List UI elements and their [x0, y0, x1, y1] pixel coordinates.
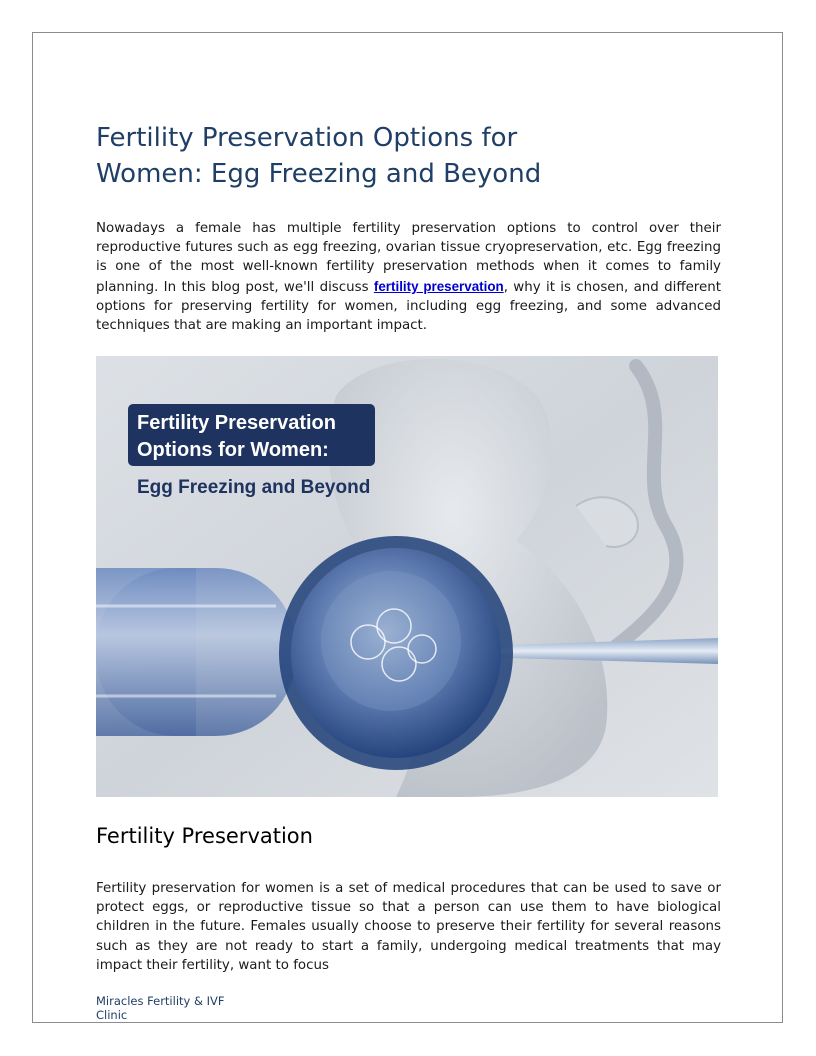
fertility-preservation-link[interactable]: fertility preservation — [373, 278, 504, 294]
title-line-1: Fertility Preservation Options for — [96, 123, 518, 153]
intro-text-end: , why it is chosen, and different options for preserving fertility for women, including egg freezing, and some advanced techniques that are making an important impact. — [96, 279, 721, 334]
egg-cell — [279, 536, 513, 770]
section-paragraph: Fertility preservation for women is a set of medical procedures that can be used to save or protect eggs, or reproductive tissue so that a person can use them to have biological children in the future. Females usually choose to preserve their fertility for several reasons such as they are not ready to start a family, undergoing medical treatments that may impact their fertility, want to focus — [96, 881, 721, 973]
footer — [96, 994, 266, 1022]
holding-pipette — [96, 568, 296, 736]
title-banner — [128, 404, 375, 498]
intro-text-start: Nowadays a female has multiple fertility preservation options to control over their reproductive futures such as egg freezing, ovarian tissue cryopreservation, etc. Egg freezing is one of the most well-known fertility preservation methods when it comes to family planning. In this blog post, we'll discuss — [96, 221, 721, 295]
banner-line-1: Fertility Preservation — [137, 412, 336, 434]
title-line-2: Women: Egg Freezing and Beyond — [96, 159, 542, 189]
banner-line-2: Options for Women: — [137, 439, 329, 461]
hero-image — [96, 356, 718, 797]
banner-subtitle: Egg Freezing and Beyond — [137, 477, 371, 498]
document-title — [96, 120, 716, 192]
section-heading: Fertility Preservation — [96, 824, 313, 848]
intro-paragraph — [96, 219, 721, 335]
footer-line-2: Clinic — [96, 1008, 128, 1022]
footer-line-1: Miracles Fertility & IVF — [96, 994, 225, 1008]
